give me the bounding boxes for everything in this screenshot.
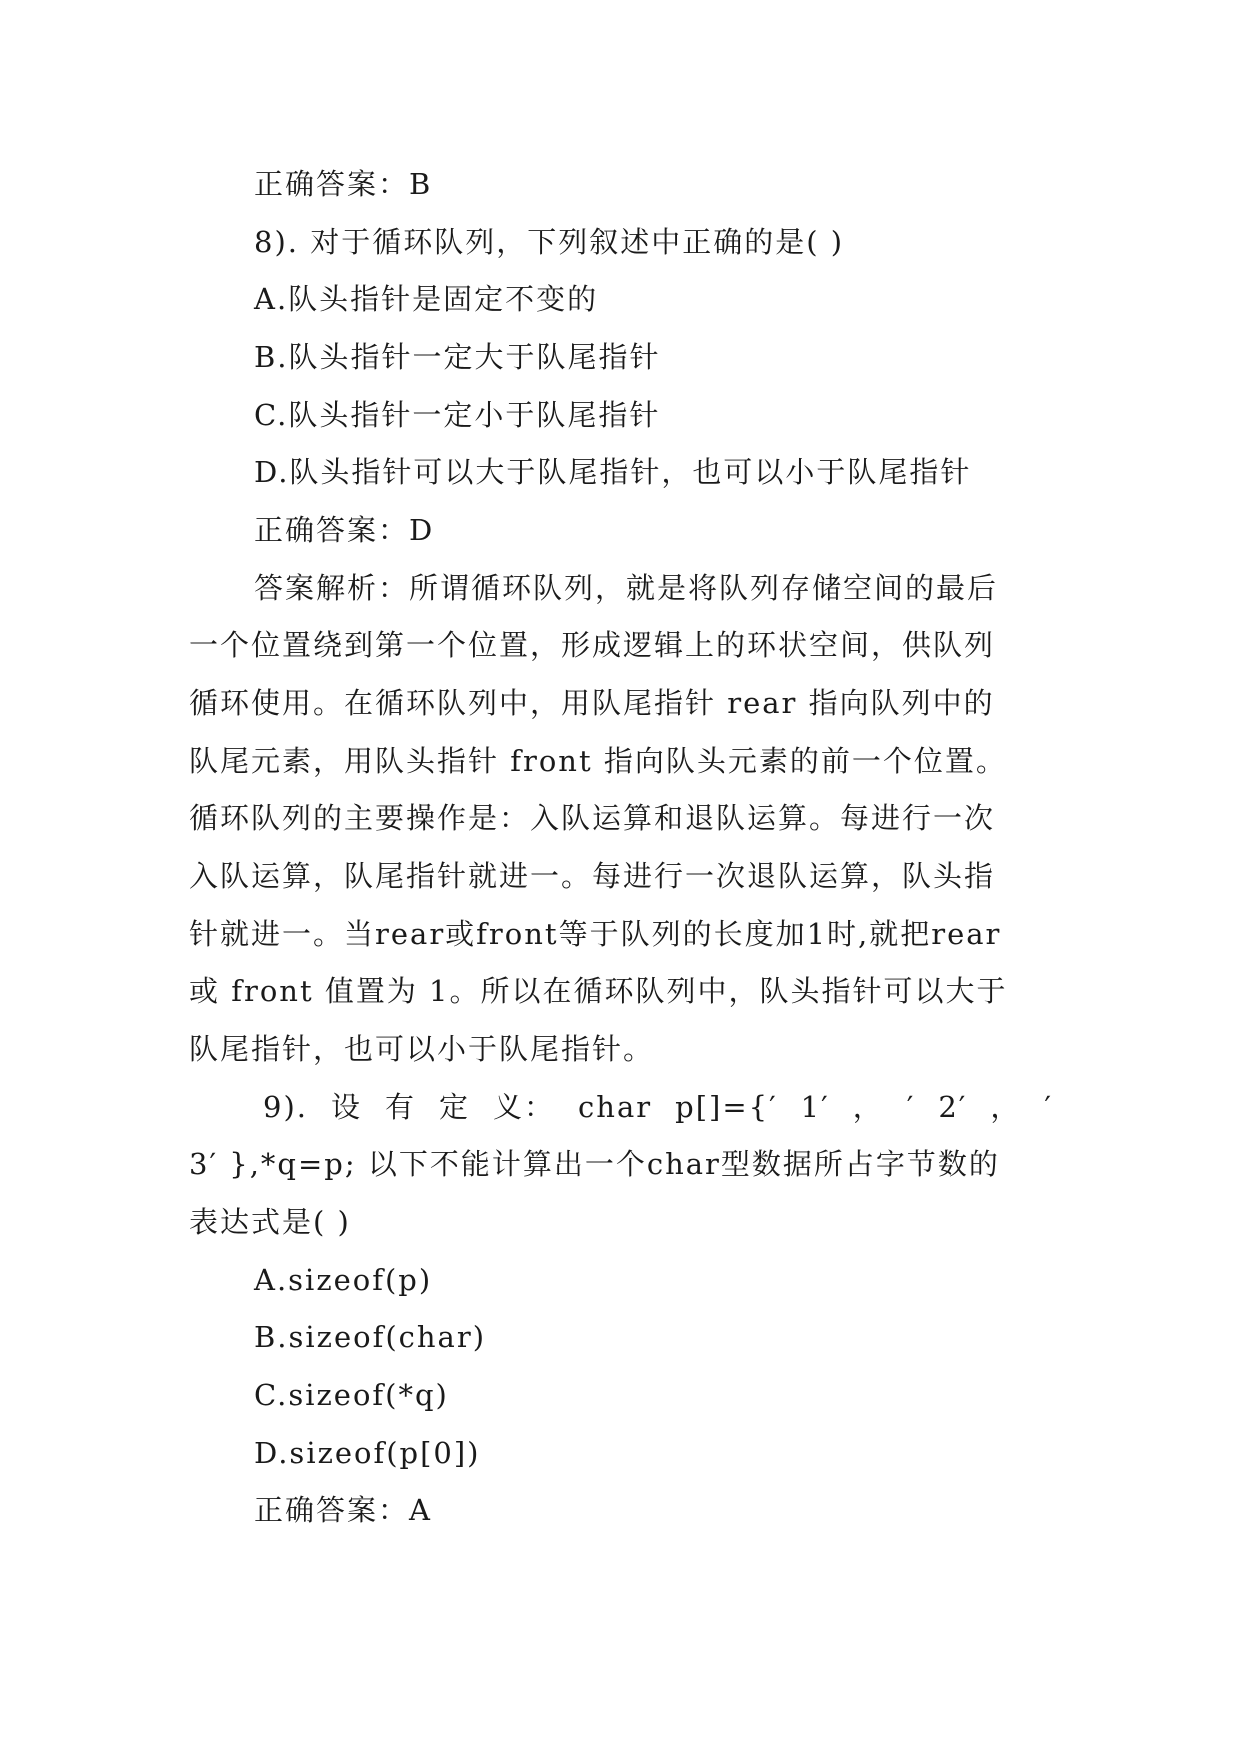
q9-stem-part: 9).	[263, 1090, 308, 1124]
q9-stem-part: 设	[330, 1090, 362, 1124]
q8-explanation-line: 入队运算，队尾指针就进一。每进行一次退队运算，队头指	[189, 859, 996, 893]
q9-option-c: C.sizeof(*q)	[254, 1378, 449, 1412]
q9-option-b: B.sizeof(char)	[254, 1320, 487, 1354]
q9-stem-part: 有	[385, 1090, 417, 1124]
q8-option-c: C.队头指针一定小于队尾指针	[254, 398, 661, 432]
q8-option-b: B.队头指针一定大于队尾指针	[254, 340, 661, 374]
q9-stem-part: ，	[852, 1090, 884, 1124]
q9-stem-part: ，	[990, 1090, 1022, 1124]
q9-stem-part: ′	[906, 1090, 916, 1124]
q9-stem-part: ′	[1044, 1090, 1053, 1124]
q9-stem-line-3: 表达式是( )	[189, 1205, 351, 1239]
q9-stem-part: p[]={′	[675, 1090, 778, 1124]
q9-stem-part: 1′	[800, 1090, 830, 1124]
q8-explanation-line: 针就进一。当rear或front等于队列的长度加1时,就把rear	[189, 917, 1002, 951]
q8-explanation-line: 循环使用。在循环队列中，用队尾指针 rear 指向队列中的	[189, 686, 995, 720]
q8-explanation-line: 答案解析：所谓循环队列，就是将队列存储空间的最后	[254, 571, 999, 605]
q8-explanation-line: 循环队列的主要操作是：入队运算和退队运算。每进行一次	[189, 801, 996, 835]
q9-stem-part: 定	[439, 1090, 471, 1124]
q8-answer: 正确答案：D	[254, 513, 435, 547]
q8-option-a: A.队头指针是固定不变的	[254, 282, 599, 316]
q8-explanation-line: 队尾元素，用队头指针 front 指向队头元素的前一个位置。	[189, 744, 1007, 778]
q9-stem-line-2: 3′ },*q=p; 以下不能计算出一个char型数据所占字节数的	[189, 1147, 1000, 1181]
q9-answer: 正确答案：A	[254, 1493, 432, 1527]
q8-explanation-line: 或 front 值置为 1。所以在循环队列中，队头指针可以大于	[189, 974, 1008, 1008]
q9-stem-line-1	[263, 1087, 1053, 1127]
q9-stem-part: 义：	[493, 1090, 556, 1124]
q9-stem-part: 2′	[938, 1090, 968, 1124]
q7-answer: 正确答案：B	[254, 167, 433, 201]
q8-stem: 8). 对于循环队列，下列叙述中正确的是( )	[254, 225, 845, 259]
q9-stem-part: char	[578, 1090, 653, 1124]
q8-explanation-line: 队尾指针，也可以小于队尾指针。	[189, 1032, 655, 1066]
q8-option-d: D.队头指针可以大于队尾指针，也可以小于队尾指针	[254, 455, 972, 489]
q8-explanation-line: 一个位置绕到第一个位置，形成逻辑上的环状空间，供队列	[189, 628, 996, 662]
q9-option-d: D.sizeof(p[0])	[254, 1436, 481, 1470]
q9-option-a: A.sizeof(p)	[254, 1263, 433, 1297]
